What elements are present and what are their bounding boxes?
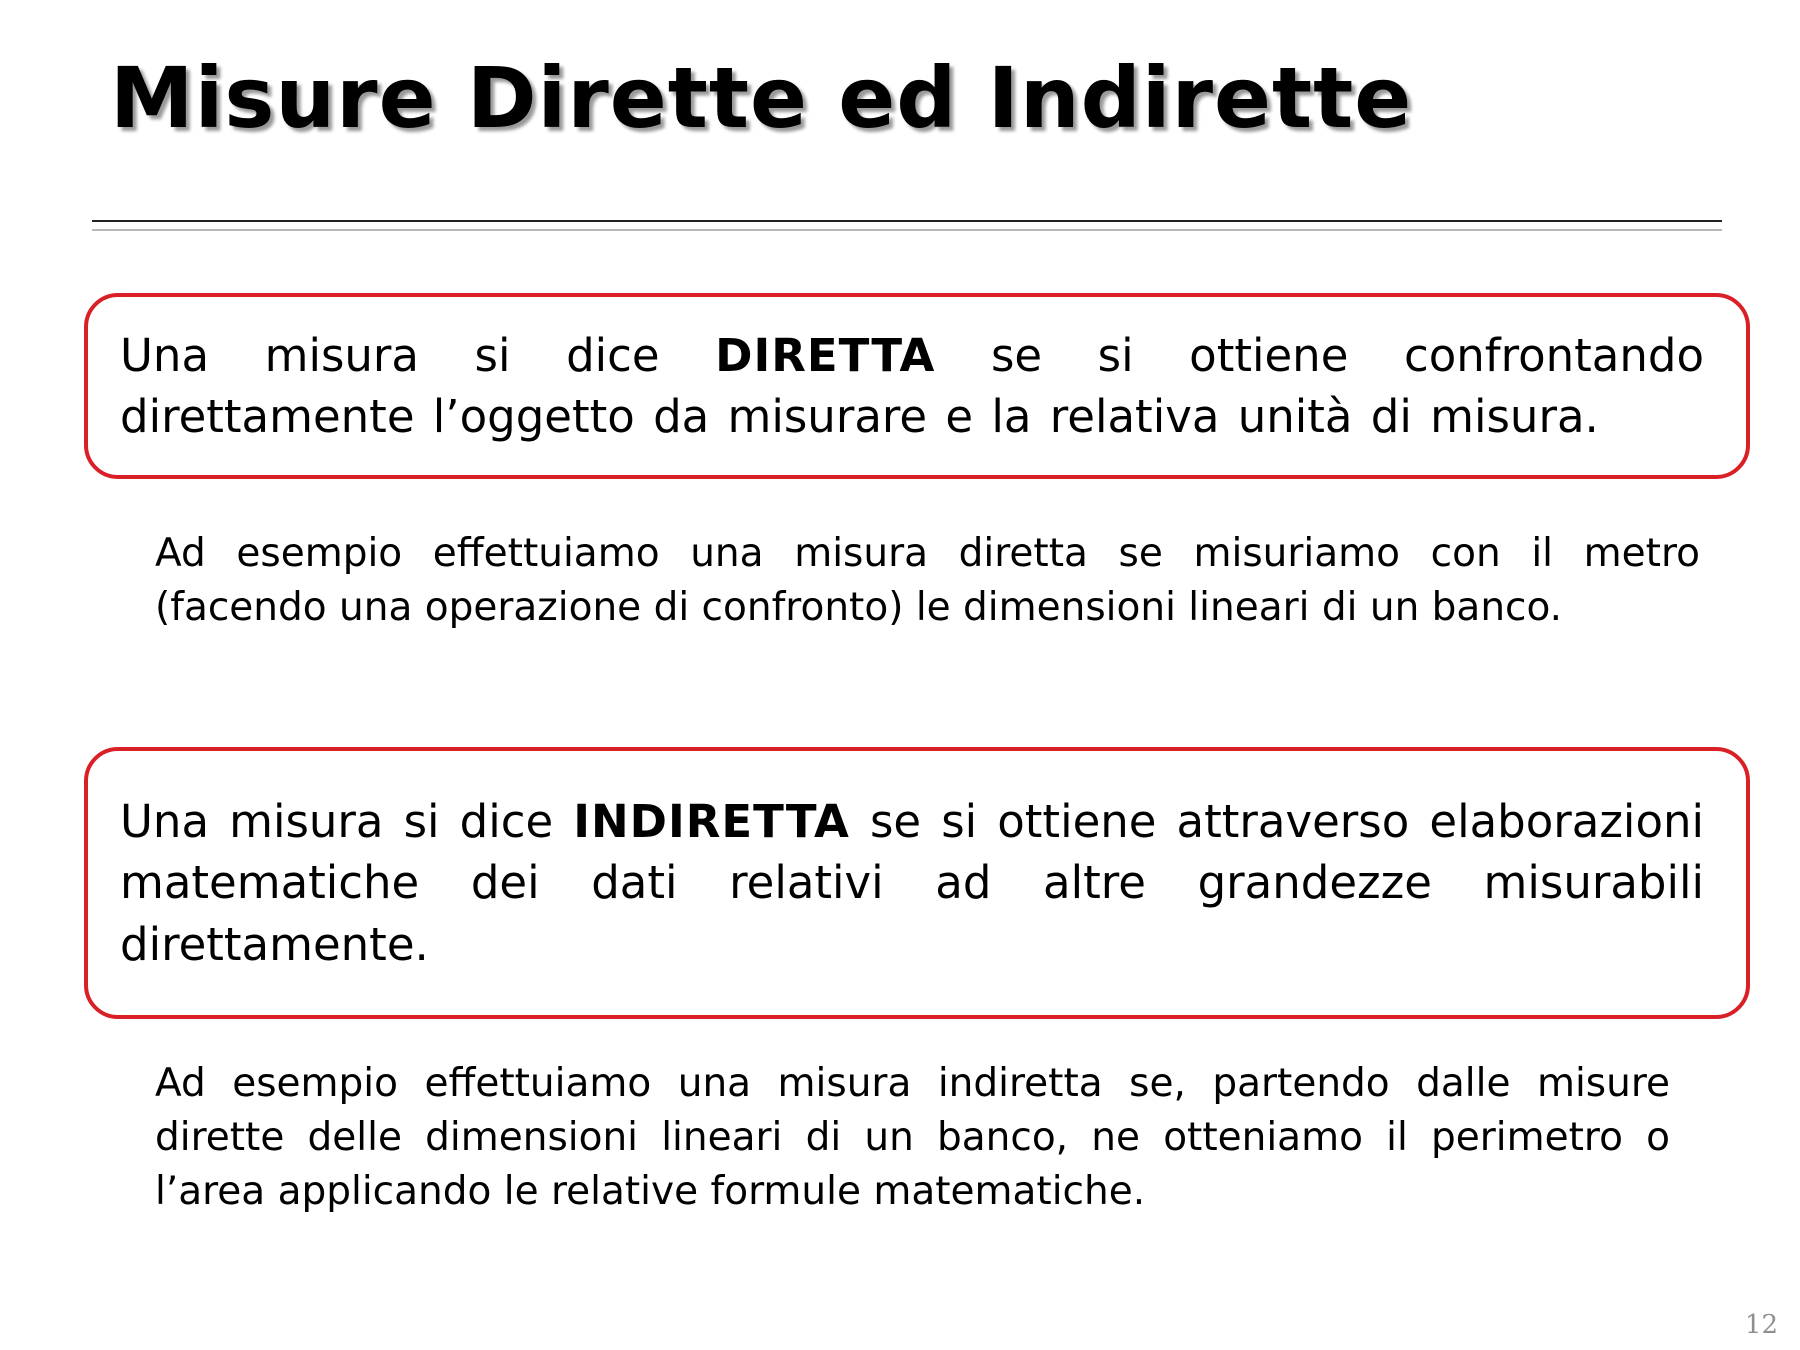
indirect-measure-definition-box <box>84 747 1750 1019</box>
direct-definition-prefix: Una misura si dice <box>120 328 716 382</box>
direct-measure-definition-box <box>84 293 1750 479</box>
title-divider-shadow-line <box>92 229 1722 231</box>
indirect-measure-definition <box>120 791 1704 975</box>
indirect-definition-prefix: Una misura si dice <box>120 795 574 849</box>
indirect-keyword: INDIRETTA <box>573 795 850 849</box>
direct-definition-suffix: se si ottiene confrontando direttamente l’oggetto da misurare e la relativa unità di misura. <box>120 328 1704 443</box>
direct-keyword: DIRETTA <box>715 328 936 382</box>
indirect-measure-example: Ad esempio effettuiamo una misura indiretta se, partendo dalle misure dirette delle dimensioni lineari di un banco, ne otteniamo il perimetro o l’area applicando le relative formule matematiche. <box>155 1061 1670 1214</box>
indirect-definition-suffix: se si ottiene attraverso elaborazioni matematiche dei dati relativi ad altre grandezze misurabili direttamente. <box>120 795 1704 971</box>
title-divider-line <box>92 220 1722 222</box>
slide-title: Misure Dirette ed Indirette <box>110 49 1413 147</box>
direct-measure-example: Ad esempio effettuiamo una misura diretta se misuriamo con il metro (facendo una operazione di confronto) le dimensioni lineari di un banco. <box>155 531 1700 630</box>
page-number: 12 <box>1744 1310 1778 1340</box>
direct-measure-definition <box>120 325 1704 447</box>
